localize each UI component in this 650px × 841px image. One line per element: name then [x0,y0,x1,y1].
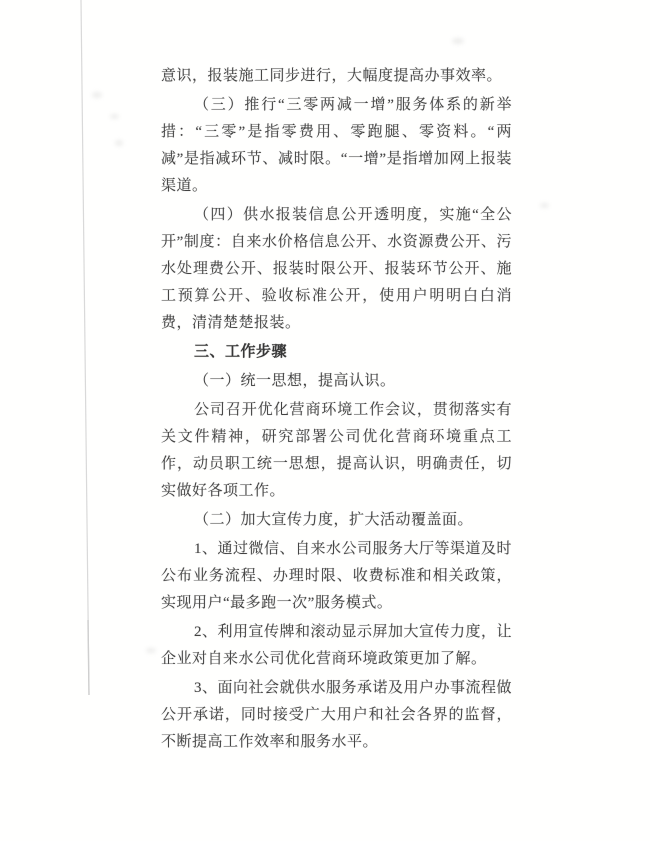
paragraph: 公司召开优化营商环境工作会议，贯彻落实有关文件精神，研究部署公司优化营商环境重点工作，动员职工统一思想，提高认识，明确责任，切实做好各项工作。 [161,402,512,499]
paragraph: （一）统一思想，提高认识。 [194,373,396,389]
paragraph: （三）推行“三零两减一增”服务体系的新举措：“三零”是指零费用、零跑腿、零资料。“两减”是指减环节、减时限。“一增”是指增加网上报装渠道。 [161,97,512,194]
paragraph: 3、面向社会就供水服务承诺及用户办事流程做公开承诺，同时接受广大用户和社会各界的监督，不断提高工作效率和服务水平。 [161,680,513,750]
scan-smudge [540,203,549,208]
scan-smudge [452,38,464,44]
paragraph: 1、通过微信、自来水公司服务大厅等渠道及时公布业务流程、办理时限、收费标准和相关政策，实现用户“最多跑一次”服务模式。 [161,541,513,611]
scan-smudge [92,92,102,98]
paragraph: 2、利用宣传牌和滚动显示屏加大宣传力度，让企业对自来水公司优化营商环境政策更加了解。 [161,624,513,667]
paragraph: （四）供水报装信息公开透明度，实施“全公开”制度：自来水价格信息公开、水资源费公开、污水处理费公开、报装时限公开、报装环节公开、施工预算公开、验收标准公开，使用户明明白白消费，清清楚楚报装。 [161,207,512,331]
paragraph: （二）加大宣传力度，扩大活动覆盖面。 [194,512,474,528]
document-body [161,63,512,758]
scan-smudge [110,114,119,119]
scan-smudge [115,140,123,146]
paragraph: 意识，报装施工同步进行，大幅度提高办事效率。 [161,68,503,84]
scan-smudge [146,648,156,653]
section-heading: 三、工作步骤 [194,344,288,360]
